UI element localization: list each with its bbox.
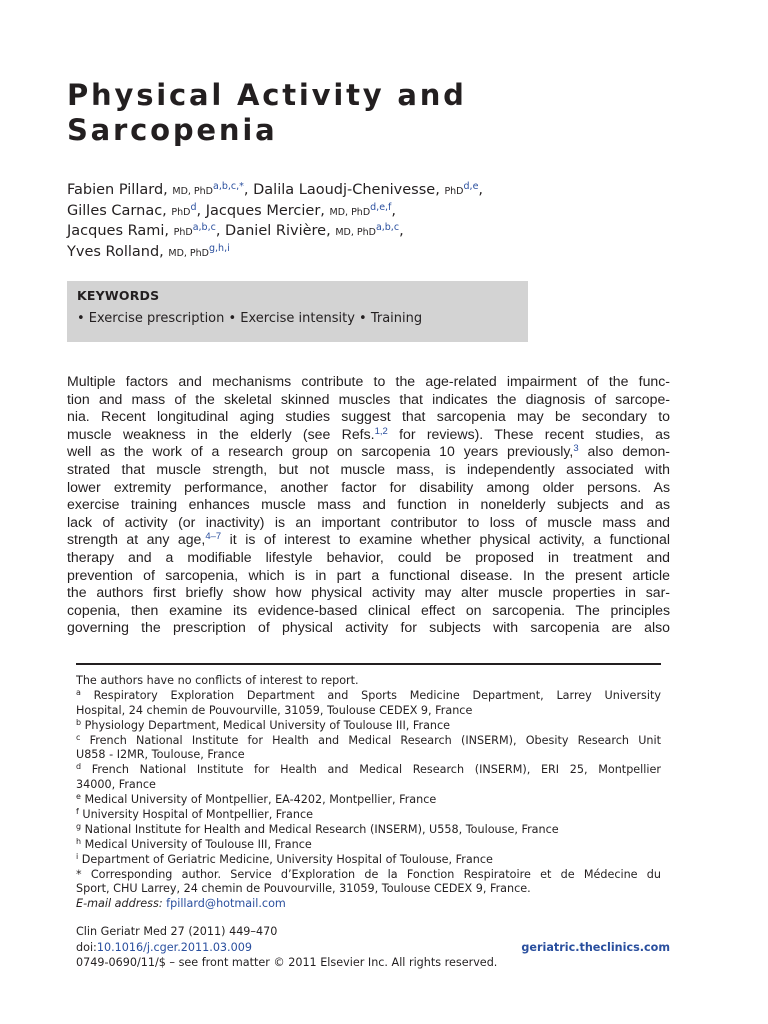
affiliation-c	[76, 734, 661, 749]
corresponding-author-cont: Sport, CHU Larrey, 24 chemin de Pouvourville, 31059, Toulouse CEDEX 9, France.	[76, 882, 531, 896]
body-line: Multiple factors and mechanisms contribute to the age-related impairment of the func-	[67, 373, 670, 389]
copyright: 0749-0690/11/$ – see front matter © 2011 Elsevier Inc. All rights reserved.	[76, 956, 498, 969]
body-line: strated that muscle strength, but not muscle mass, is independently associated with	[67, 460, 670, 477]
author-list	[67, 181, 707, 263]
author-degree: MD, PhD	[335, 227, 376, 238]
affiliation-mark: h	[76, 837, 82, 846]
author-degree: MD, PhD	[329, 206, 371, 218]
affiliation-marks[interactable]: a,b,c	[192, 222, 216, 233]
affiliation-text: Department of Geriatric Medicine, University Hospital of Toulouse, France	[81, 852, 493, 866]
keywords-box	[67, 281, 528, 342]
affiliation-marks[interactable]: d,e,f	[370, 201, 392, 213]
body-line: copenia, then examine its evidence-based clinical effect on sarcopenia. The principles	[67, 601, 670, 618]
affiliation-a	[76, 689, 661, 704]
author-name: Yves Rolland,	[67, 243, 164, 260]
affiliation-d-cont: 34000, France	[76, 778, 156, 792]
affiliation-text: French National Institute for Health and Medical Research (INSERM), ERI 25, Montpellier	[91, 763, 661, 777]
title-line-1: Physical Activity and	[67, 78, 467, 112]
doi-link[interactable]: 10.1016/j.cger.2011.03.009	[96, 940, 252, 954]
body-text-span: muscle weakness in the elderly (see Refs.	[67, 425, 375, 442]
body-line: exercise training enhances muscle mass and function in nonelderly subjects and as	[67, 496, 670, 513]
keywords-heading: KEYWORDS	[77, 288, 160, 303]
body-line	[67, 426, 670, 444]
author-name: , Daniel Rivière,	[215, 223, 331, 239]
affiliation-mark: a	[76, 688, 81, 697]
author-name: Jacques Rami,	[67, 223, 170, 239]
affiliation-g	[76, 823, 661, 838]
affiliation-mark: b	[76, 718, 82, 727]
body-text-span: strength at any age,	[67, 531, 206, 548]
conflict-statement: The authors have no conflicts of interest to report.	[76, 674, 359, 687]
affiliation-i	[76, 853, 661, 868]
journal-citation: Clin Geriatr Med 27 (2011) 449–470	[76, 925, 278, 938]
journal-site-link[interactable]: geriatric.theclinics.com	[521, 940, 670, 954]
article-title	[67, 78, 707, 148]
affiliation-marks[interactable]: a,b,c,*	[213, 181, 244, 192]
affiliation-h	[76, 838, 661, 853]
body-line	[67, 531, 670, 549]
affiliation-marks[interactable]: g,h,i	[209, 242, 230, 254]
separator: ,	[478, 182, 484, 198]
body-line: the authors first briefly show how physical activity may alter muscle properties in sar-	[67, 584, 670, 601]
affiliation-text: Medical University of Toulouse III, France	[84, 837, 312, 851]
separator: ,	[391, 202, 397, 219]
body-text-span: it is of interest to examine whether physical activity, a functional	[221, 531, 670, 548]
author-line-4	[67, 243, 707, 264]
keywords-list: • Exercise prescription • Exercise intensity • Training	[77, 311, 423, 326]
journal-info	[76, 924, 670, 971]
title-line-2: Sarcopenia	[67, 113, 278, 147]
body-line: nia. Recent longitudinal aging studies suggest that sarcopenia may be secondary to	[67, 408, 670, 425]
affiliation-f	[76, 808, 661, 823]
abstract-body	[67, 373, 670, 637]
affiliation-mark: i	[76, 852, 79, 861]
corresponding-author: * Corresponding author. Service d’Exploration de la Fonction Respiratoire et de Médecine du	[76, 867, 661, 881]
doi-prefix: doi:	[76, 940, 97, 954]
body-line	[67, 443, 670, 461]
reference-link[interactable]: 4–7	[205, 531, 222, 543]
footnotes	[76, 674, 661, 912]
affiliation-b	[76, 719, 661, 734]
affiliation-mark: e	[76, 793, 81, 802]
email-line	[76, 897, 661, 912]
footnote-divider	[76, 663, 661, 665]
affiliation-mark: c	[76, 733, 81, 742]
body-line: lack of activity (or inactivity) is an important contributor to loss of muscle mass and	[67, 513, 670, 530]
body-line: therapy and a modifiable lifestyle behavior, could be proposed in treatment and	[67, 548, 670, 565]
affiliation-text: Physiology Department, Medical University of Toulouse III, France	[84, 718, 451, 732]
body-text-span: also demon-	[578, 443, 670, 460]
author-degree: MD, PhD	[168, 247, 209, 259]
author-degree: PhD	[171, 206, 191, 218]
reference-link[interactable]: 1,2	[374, 425, 388, 437]
body-line: governing the prescription of physical activity for subjects with sarcopenia are also	[67, 619, 670, 636]
author-name: Gilles Carnac,	[67, 202, 167, 219]
affiliation-mark: f	[76, 808, 79, 817]
author-name: , Jacques Mercier,	[196, 202, 325, 219]
body-text-span: well as the work of a research group on sarcopenia 10 years previously,	[67, 443, 574, 460]
separator: ,	[399, 223, 404, 239]
email-link[interactable]: fpillard@hotmail.com	[166, 897, 286, 911]
author-line-3	[67, 222, 707, 243]
affiliation-marks[interactable]: a,b,c	[375, 222, 400, 233]
author-line-2	[67, 202, 707, 223]
affiliation-text: Respiratory Exploration Department and Sports Medicine Department, Larrey University	[93, 688, 661, 702]
email-label: E-mail address:	[76, 897, 163, 911]
affiliation-text: Medical University of Montpellier, EA-4202, Montpellier, France	[84, 793, 437, 807]
author-degree: PhD	[444, 186, 464, 197]
affiliation-e	[76, 793, 661, 808]
affiliation-a-cont: Hospital, 24 chemin de Pouvourville, 31059, Toulouse CEDEX 9, France	[76, 703, 473, 717]
affiliation-marks[interactable]: d,e	[463, 181, 479, 192]
body-line: lower extremity performance, another factor for disability among older persons. As	[67, 478, 670, 495]
author-name: , Dalila Laoudj-Chenivesse,	[243, 182, 440, 198]
affiliation-text: National Institute for Health and Medical Research (INSERM), U558, Toulouse, France	[84, 822, 559, 836]
body-text-span: for reviews). These recent studies, as	[387, 425, 670, 442]
affiliation-c-cont: U858 - I2MR, Toulouse, France	[76, 748, 245, 762]
body-line: tion and mass of the skeletal skinned muscles that indicates the diagnosis of sarcope-	[67, 390, 670, 407]
affiliation-mark: d	[76, 763, 82, 772]
body-line: prevention of sarcopenia, which is in part a functional disease. In the present article	[67, 566, 670, 583]
affiliation-marks[interactable]: d	[190, 201, 197, 213]
author-degree: MD, PhD	[172, 186, 213, 197]
affiliation-mark: g	[76, 822, 82, 831]
affiliation-d	[76, 763, 661, 778]
author-degree: PhD	[173, 227, 193, 238]
affiliation-text: University Hospital of Montpellier, France	[82, 808, 314, 822]
affiliation-text: French National Institute for Health and Medical Research (INSERM), Obesity Research Unit	[89, 733, 661, 747]
author-name: Fabien Pillard,	[67, 182, 168, 198]
reference-link[interactable]: 3	[573, 443, 579, 455]
author-line-1	[67, 181, 707, 202]
